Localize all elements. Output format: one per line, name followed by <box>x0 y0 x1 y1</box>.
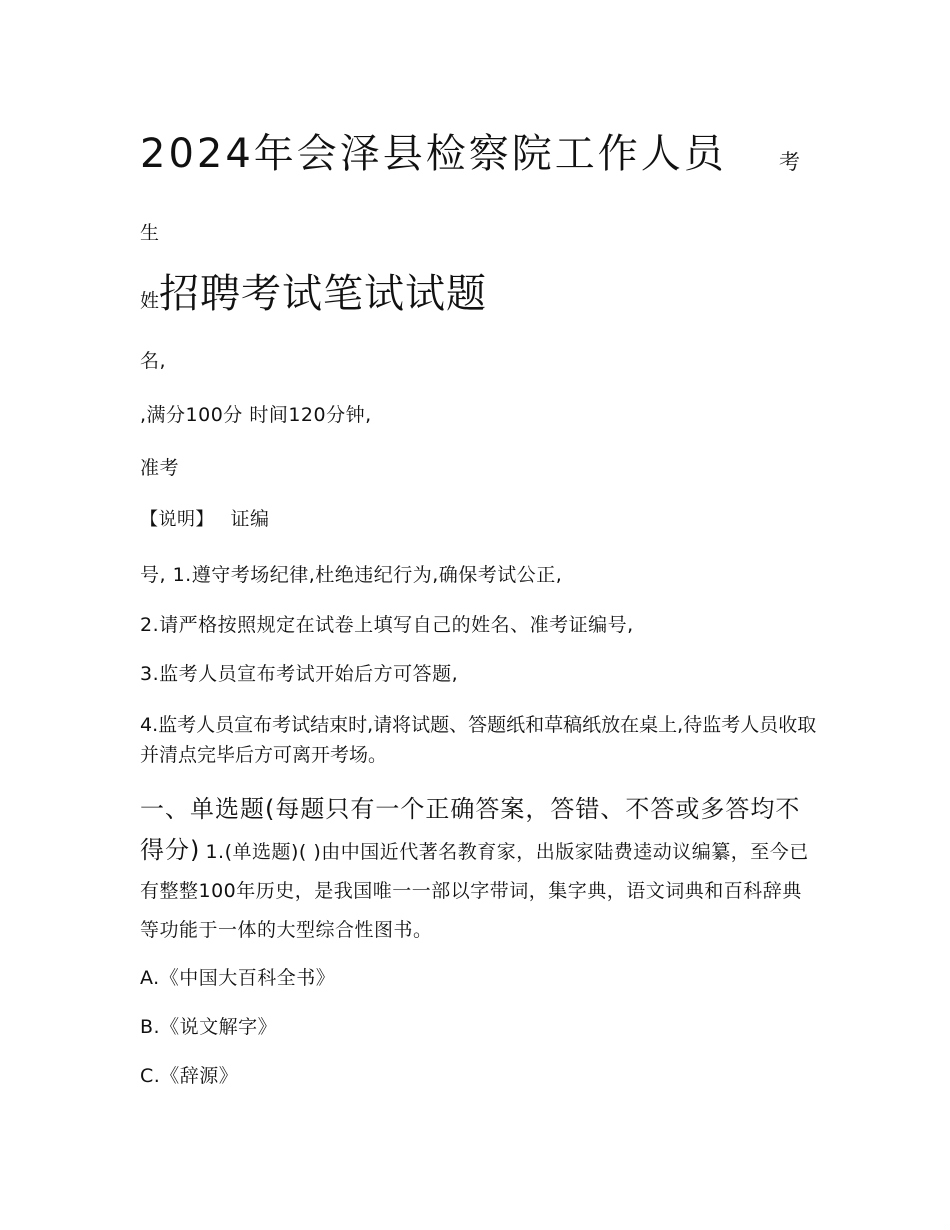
instruction-1: 1.遵守考场纪律,杜绝违纪行为,确保考试公正, <box>172 564 563 586</box>
section-heading: 一、单选题(每题只有一个正确答案，答错、不答或多答均不得分) <box>140 795 801 864</box>
note-heading: 【说明】 <box>140 509 214 530</box>
side-label-ming: 名, <box>140 350 167 372</box>
question-1-option-a: A.《中国大百科全书》 <box>140 967 336 989</box>
title-line-2 <box>140 268 487 328</box>
score-time-line: ,满分100分 时间120分钟, <box>140 404 372 426</box>
instruction-1-line <box>140 562 562 588</box>
side-label-zhunkao: 准考 <box>140 457 180 479</box>
side-label-xing: 姓 <box>140 290 160 312</box>
side-label-hao: 号, <box>140 564 167 586</box>
instruction-2: 2.请严格按照规定在试卷上填写自己的姓名、准考证编号, <box>140 614 634 636</box>
instruction-3: 3.监考人员宣布考试开始后方可答题, <box>140 663 459 685</box>
question-1-option-c: C.《辞源》 <box>140 1065 239 1087</box>
document-title: 2024年会泽县检察院工作人员 <box>140 131 727 177</box>
section-single-choice <box>140 790 820 950</box>
side-label-zhengbian: 证编 <box>230 508 270 530</box>
document-subtitle: 招聘考试笔试试题 <box>159 271 488 317</box>
instruction-4: 4.监考人员宣布考试结束时,请将试题、答题纸和草稿纸放在桌上,待监考人员收取并清点完毕后方可离开考场。 <box>140 714 817 766</box>
side-label-kao: 考 <box>779 150 800 174</box>
question-1-option-b: B.《说文解字》 <box>140 1016 278 1038</box>
note-heading-line <box>140 506 270 533</box>
question-1-text: 1.(单选题)( )由中国近代著名教育家，出版家陆费逵动议编纂，至今已有整整100年历史，是我国唯一一部以字带词，集字典，语文词典和百科辞典等功能于一体的大型综合性图书。 <box>140 841 809 941</box>
side-label-sheng: 生 <box>140 222 160 244</box>
